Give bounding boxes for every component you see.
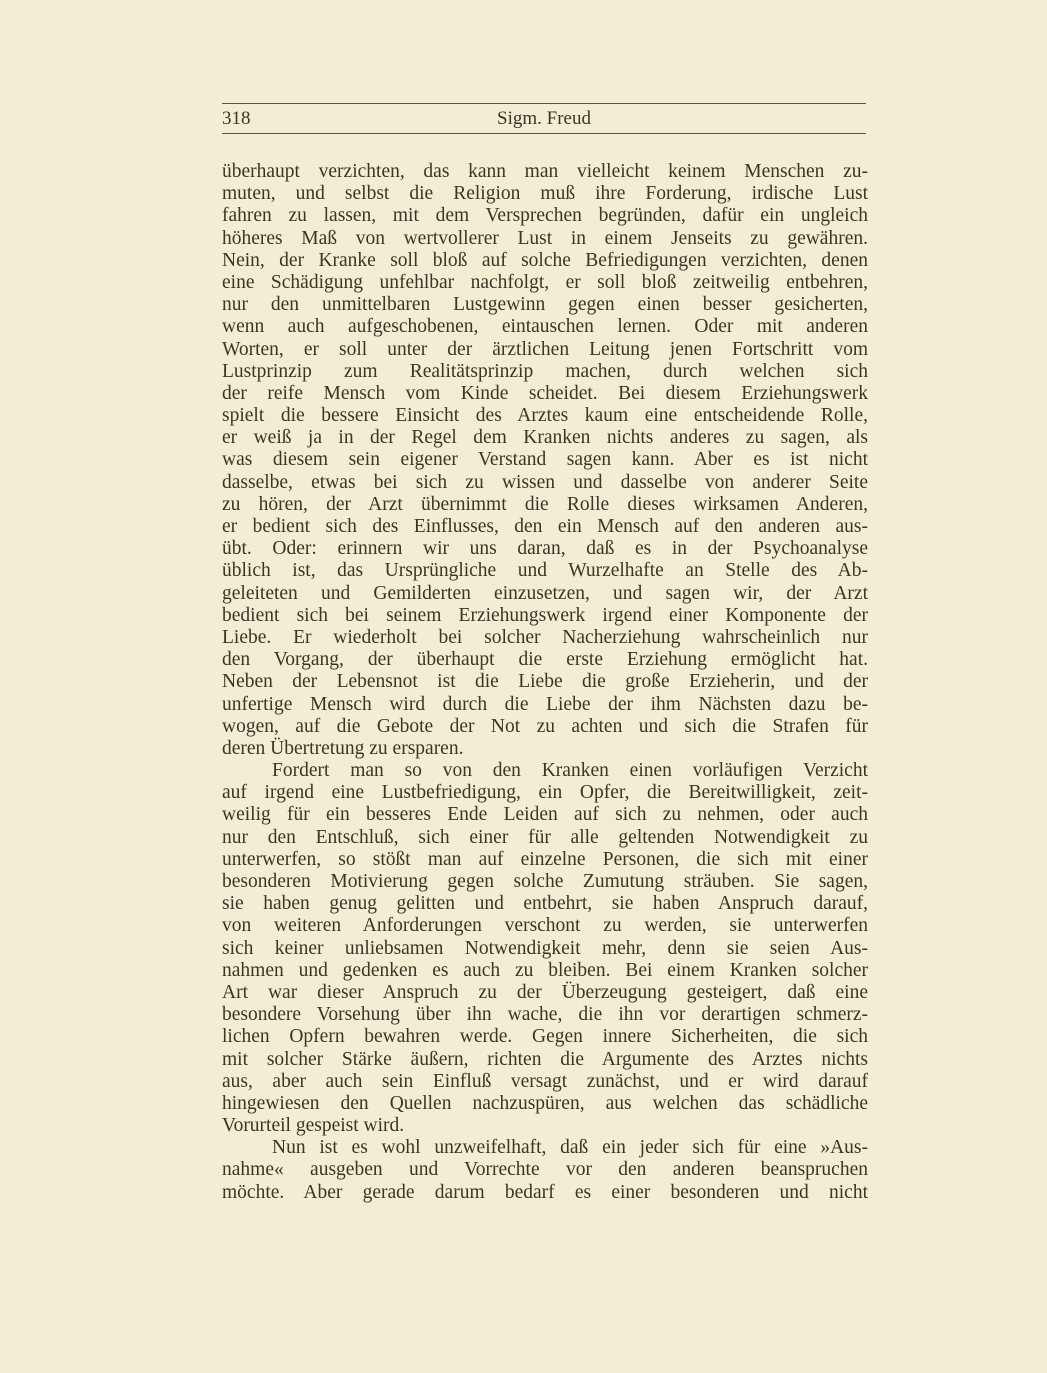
text-line: den Vorgang, der überhaupt die erste Erziehung ermöglicht hat. xyxy=(222,649,868,671)
text-line: sie haben genug gelitten und entbehrt, sie haben Anspruch darauf, xyxy=(222,893,868,915)
text-line: zu hören, der Arzt übernimmt die Rolle dieses wirksamen Anderen, xyxy=(222,493,868,515)
text-line: wenn auch aufgeschobenen, eintauschen lernen. Oder mit anderen xyxy=(222,316,868,338)
running-title: Sigm. Freud xyxy=(497,108,591,129)
body-text xyxy=(222,161,868,1204)
text-line: hingewiesen den Quellen nachzuspüren, aus welchen das schädliche xyxy=(222,1092,868,1114)
text-line: lichen Opfern bewahren werde. Gegen innere Sicherheiten, die sich xyxy=(222,1026,868,1048)
text-line: möchte. Aber gerade darum bedarf es einer besonderen und nicht xyxy=(222,1181,868,1203)
text-line: nahme« ausgeben und Vorrechte vor den anderen beanspruchen xyxy=(222,1159,868,1181)
text-line: bedient sich bei seinem Erziehungswerk irgend einer Komponente der xyxy=(222,604,868,626)
text-line: Lustprinzip zum Realitätsprinzip machen, durch welchen sich xyxy=(222,360,868,382)
text-line: besondere Vorsehung über ihn wache, die ihn vor derartigen schmerz- xyxy=(222,1004,868,1026)
text-line: der reife Mensch vom Kinde scheidet. Bei diesem Erziehungswerk xyxy=(222,382,868,404)
text-line: unterwerfen, so stößt man auf einzelne Personen, die sich mit einer xyxy=(222,848,868,870)
text-line: nahmen und gedenken es auch zu bleiben. Bei einem Kranken solcher xyxy=(222,959,868,981)
text-line: aus, aber auch sein Einfluß versagt zunächst, und er wird darauf xyxy=(222,1070,868,1092)
text-line: geleiteten und Gemilderten einzusetzen, und sagen wir, der Arzt xyxy=(222,582,868,604)
text-line: Vorurteil gespeist wird. xyxy=(222,1115,405,1137)
text-line: Liebe. Er wiederholt bei solcher Nacherziehung wahrscheinlich nur xyxy=(222,626,868,648)
text-line: nur den unmittelbaren Lustgewinn gegen einen besser gesicherten, xyxy=(222,294,868,316)
text-line: nur den Entschluß, sich einer für alle geltenden Notwendigkeit zu xyxy=(222,826,868,848)
page-number: 318 xyxy=(222,108,251,129)
header-bottom-rule xyxy=(222,133,866,134)
text-line: besonderen Motivierung gegen solche Zumutung sträuben. Sie sagen, xyxy=(222,871,868,892)
text-line: Worten, er soll unter der ärztlichen Leitung jenen Fortschritt vom xyxy=(222,338,868,360)
text-line: überhaupt verzichten, das kann man vielleicht keinem Menschen zu- xyxy=(222,161,868,182)
text-line: wogen, auf die Gebote der Not zu achten und sich die Strafen für xyxy=(222,715,868,737)
text-line: Fordert man so von den Kranken einen vorläufigen Verzicht xyxy=(272,760,868,782)
text-line: weilig für ein besseres Ende Leiden auf sich zu nehmen, oder auch xyxy=(222,804,868,826)
text-line: üblich ist, das Ursprüngliche und Wurzelhafte an Stelle des Ab- xyxy=(222,560,868,582)
text-line: unfertige Mensch wird durch die Liebe der ihm Nächsten dazu be- xyxy=(222,693,868,715)
text-line: Nein, der Kranke soll bloß auf solche Befriedigungen verzichten, denen xyxy=(222,249,868,271)
text-line: dasselbe, etwas bei sich zu wissen und dasselbe von anderer Seite xyxy=(222,471,868,493)
text-line: er bedient sich des Einflusses, den ein Mensch auf den anderen aus- xyxy=(222,516,868,537)
header-top-rule xyxy=(222,103,866,104)
text-line: Nun ist es wohl unzweifelhaft, daß ein jeder sich für eine »Aus- xyxy=(272,1137,868,1159)
text-line: mit solcher Stärke äußern, richten die Argumente des Arztes nichts xyxy=(222,1048,868,1070)
text-line: übt. Oder: erinnern wir uns daran, daß es in der Psychoanalyse xyxy=(222,538,868,560)
text-line: Art war dieser Anspruch zu der Überzeugung gesteigert, daß eine xyxy=(222,981,868,1003)
text-line: was diesem sein eigener Verstand sagen kann. Aber es ist nicht xyxy=(222,449,868,471)
text-line: Neben der Lebensnot ist die Liebe die große Erzieherin, und der xyxy=(222,671,868,693)
text-line: eine Schädigung unfehlbar nachfolgt, er soll bloß zeitweilig entbehren, xyxy=(222,271,868,293)
text-line: muten, und selbst die Religion muß ihre Forderung, irdische Lust xyxy=(222,183,868,205)
text-line: fahren zu lassen, mit dem Versprechen begründen, dafür ein ungleich xyxy=(222,205,868,227)
text-line: sich keiner unliebsamen Notwendigkeit mehr, denn sie seien Aus- xyxy=(222,937,868,959)
text-line: von weiteren Anforderungen verschont zu werden, sie unterwerfen xyxy=(222,915,868,937)
text-line: spielt die bessere Einsicht des Arztes kaum eine entscheidende Rolle, xyxy=(222,405,868,427)
text-line: deren Übertretung zu ersparen. xyxy=(222,737,464,759)
text-line: er weiß ja in der Regel dem Kranken nichts anderes zu sagen, als xyxy=(222,427,868,449)
text-line: auf irgend eine Lustbefriedigung, ein Opfer, die Bereitwilligkeit, zeit- xyxy=(222,782,868,804)
text-line: höheres Maß von wertvollerer Lust in einem Jenseits zu gewähren. xyxy=(222,227,868,249)
